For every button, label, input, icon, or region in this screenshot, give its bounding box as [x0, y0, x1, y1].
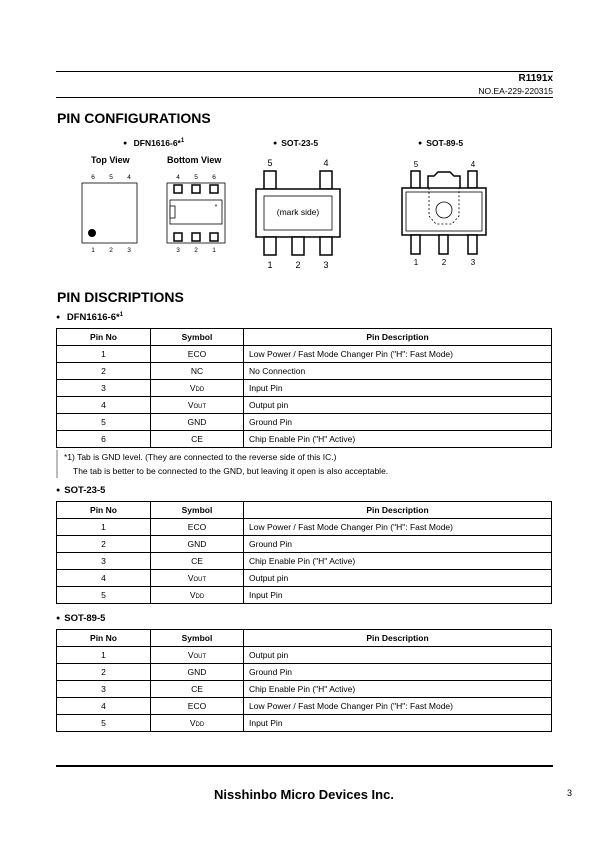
table-row [57, 681, 552, 698]
description-cell: Low Power / Fast Mode Changer Pin ("H": Fast Mode) [244, 519, 552, 536]
pin-no-cell: 5 [57, 414, 151, 431]
table-row [57, 698, 552, 715]
symbol-cell: CE [151, 431, 244, 448]
company-name: Nisshinbo Micro Devices Inc. [214, 787, 394, 802]
pin-no-cell: 6 [57, 431, 151, 448]
table-row [57, 346, 552, 363]
table-row [57, 414, 552, 431]
sot89-pin-3-label: 3 [470, 258, 476, 267]
dfn-top-pin-4: 4 [127, 174, 131, 181]
pin-no-cell: 5 [57, 587, 151, 604]
dfn-pad-5 [192, 185, 200, 193]
description-cell: Ground Pin [244, 664, 552, 681]
description-header: Pin Description [244, 502, 552, 519]
pin-no-header: Pin No [57, 329, 151, 346]
pin-no-cell: 4 [57, 570, 151, 587]
table-row [57, 570, 552, 587]
description-cell: Chip Enable Pin ("H" Active) [244, 553, 552, 570]
pin-no-cell: 3 [57, 380, 151, 397]
header-rule [56, 71, 553, 72]
pin-no-cell: 3 [57, 681, 151, 698]
symbol-cell: VDD [151, 380, 244, 397]
sot89-tab-outline [428, 172, 460, 188]
table-row [57, 664, 552, 681]
sot89-lead-2 [439, 235, 448, 254]
symbol-cell: CE [151, 681, 244, 698]
description-cell: Input Pin [244, 587, 552, 604]
symbol-header: Symbol [151, 329, 244, 346]
pin-no-cell: 1 [57, 346, 151, 363]
page-number: 3 [567, 788, 573, 798]
sot89-pin-2-label: 2 [441, 258, 447, 267]
sot23-pin-1-label: 1 [267, 260, 273, 270]
description-cell: Input Pin [244, 380, 552, 397]
dfn-top-pin-5: 5 [109, 174, 113, 181]
description-cell: Output pin [244, 570, 552, 587]
pin-config-title: PIN CONFIGURATIONS [57, 110, 211, 126]
dfn-config-label: ● DFN1616-6*$^1$ [123, 138, 184, 148]
document-number: NO.EA-229-220315 [478, 86, 553, 96]
symbol-cell: VDD [151, 715, 244, 732]
table-header-row [57, 502, 552, 519]
table-row [57, 363, 552, 380]
sot23-pin-5-label: 5 [267, 158, 273, 168]
symbol-cell: GND [151, 664, 244, 681]
dfn-pad-6 [210, 185, 218, 193]
description-cell: Chip Enable Pin ("H" Active) [244, 431, 552, 448]
sot89-pin-table [56, 629, 552, 732]
table-header-row [57, 329, 552, 346]
dfn-top-view-diagram [78, 168, 148, 258]
pin-no-cell: 1 [57, 647, 151, 664]
pin-no-header: Pin No [57, 630, 151, 647]
part-number: R1191x [518, 73, 553, 84]
dfn-top-pin-3: 3 [127, 247, 131, 254]
sot89-lead-3 [468, 235, 477, 254]
symbol-header: Symbol [151, 502, 244, 519]
pin1-marker [88, 229, 96, 237]
symbol-cell: VDD [151, 587, 244, 604]
dfn-bottom-view-diagram [162, 168, 234, 258]
description-cell: No Connection [244, 363, 552, 380]
dfn-footnote [56, 450, 388, 478]
pin-no-cell: 2 [57, 664, 151, 681]
description-cell: Input Pin [244, 715, 552, 732]
sot23-desc-label: ● SOT-23-5 [56, 485, 105, 496]
footnote-line-2: The tab is better to be connected to the GND, but leaving it open is also acceptable. [73, 466, 389, 476]
table-row [57, 587, 552, 604]
pin-no-cell: 1 [57, 519, 151, 536]
sot89-pin-5-label: 5 [413, 160, 419, 169]
sot23-mark-side: (mark side) [276, 207, 320, 217]
footnote-line-1: *1) Tab is GND level. (They are connected to the reverse side of this IC.) [64, 452, 337, 462]
symbol-header: Symbol [151, 630, 244, 647]
sot23-lead-2 [292, 237, 304, 255]
description-cell: Output pin [244, 397, 552, 414]
pin-desc-title: PIN DISCRIPTIONS [57, 289, 184, 305]
sot23-lead-1 [264, 237, 276, 255]
dfn-pin-table [56, 328, 552, 448]
dfn-desc-label: ● DFN1616-6*$^1$ [56, 312, 123, 323]
bottom-view-label: Bottom View [167, 155, 222, 165]
description-cell: Output pin [244, 647, 552, 664]
sot23-lead-4 [320, 171, 332, 189]
table-row [57, 519, 552, 536]
sot89-pin-1-label: 1 [413, 258, 419, 267]
sot89-lead-1 [411, 235, 420, 254]
dfn-bottom-pin-2: 2 [194, 247, 198, 254]
symbol-cell: GND [151, 414, 244, 431]
symbol-cell: NC [151, 363, 244, 380]
dfn-pad-1 [210, 233, 218, 241]
table-header-row [57, 630, 552, 647]
symbol-cell: ECO [151, 519, 244, 536]
sot23-pin-2-label: 2 [295, 260, 301, 270]
sot23-pin-table [56, 501, 552, 604]
sot23-config-label: ● SOT-23-5 [273, 138, 318, 148]
dfn-pad-3 [174, 233, 182, 241]
dfn-bottom-pin-6: 6 [212, 174, 216, 181]
table-row [57, 715, 552, 732]
dfn-top-pin-1: 1 [91, 247, 95, 254]
sot89-pin-4-label: 4 [470, 160, 476, 169]
description-cell: Low Power / Fast Mode Changer Pin ("H": Fast Mode) [244, 698, 552, 715]
table-row [57, 380, 552, 397]
footer-rule [56, 765, 553, 767]
sot23-lead-5 [264, 171, 276, 189]
table-row [57, 397, 552, 414]
dfn-pad-2 [192, 233, 200, 241]
description-cell: Ground Pin [244, 536, 552, 553]
top-view-label: Top View [91, 155, 130, 165]
sot89-diagram [398, 154, 490, 272]
pin-no-cell: 2 [57, 536, 151, 553]
pin-no-cell: 4 [57, 397, 151, 414]
description-header: Pin Description [244, 329, 552, 346]
dfn-tab-notch [170, 206, 175, 218]
table-row [57, 536, 552, 553]
sot89-lead-4 [468, 171, 477, 188]
description-cell: Chip Enable Pin ("H" Active) [244, 681, 552, 698]
dfn-bottom-pin-3: 3 [176, 247, 180, 254]
pin-no-cell: 3 [57, 553, 151, 570]
symbol-cell: VOUT [151, 647, 244, 664]
description-header: Pin Description [244, 630, 552, 647]
description-cell: Ground Pin [244, 414, 552, 431]
dfn-top-pin-6: 6 [91, 174, 95, 181]
dfn-bottom-pin-1: 1 [212, 247, 216, 254]
sot89-lead-5 [411, 171, 420, 188]
pin-no-cell: 5 [57, 715, 151, 732]
symbol-cell: VOUT [151, 397, 244, 414]
sot89-desc-label: ● SOT-89-5 [56, 613, 105, 624]
pin-no-cell: 4 [57, 698, 151, 715]
table-row [57, 431, 552, 448]
sot23-lead-3 [320, 237, 332, 255]
dfn-bottom-pin-4: 4 [176, 174, 180, 181]
description-cell: Low Power / Fast Mode Changer Pin ("H": Fast Mode) [244, 346, 552, 363]
sot23-pin-4-label: 4 [323, 158, 329, 168]
sot89-config-label: ● SOT-89-5 [418, 138, 463, 148]
pin-no-cell: 2 [57, 363, 151, 380]
symbol-cell: ECO [151, 346, 244, 363]
dfn-pad-4 [174, 185, 182, 193]
pin-no-header: Pin No [57, 502, 151, 519]
sot23-pin-3-label: 3 [323, 260, 329, 270]
sot89-marker [436, 202, 452, 218]
dfn-bottom-pin-5: 5 [194, 174, 198, 181]
table-row [57, 553, 552, 570]
symbol-cell: GND [151, 536, 244, 553]
dfn-top-pin-2: 2 [109, 247, 113, 254]
symbol-cell: VOUT [151, 570, 244, 587]
dfn-tab-mark: * [214, 204, 218, 211]
sot23-diagram [252, 154, 344, 272]
symbol-cell: CE [151, 553, 244, 570]
symbol-cell: ECO [151, 698, 244, 715]
table-row [57, 647, 552, 664]
header-rule-2 [56, 97, 553, 98]
